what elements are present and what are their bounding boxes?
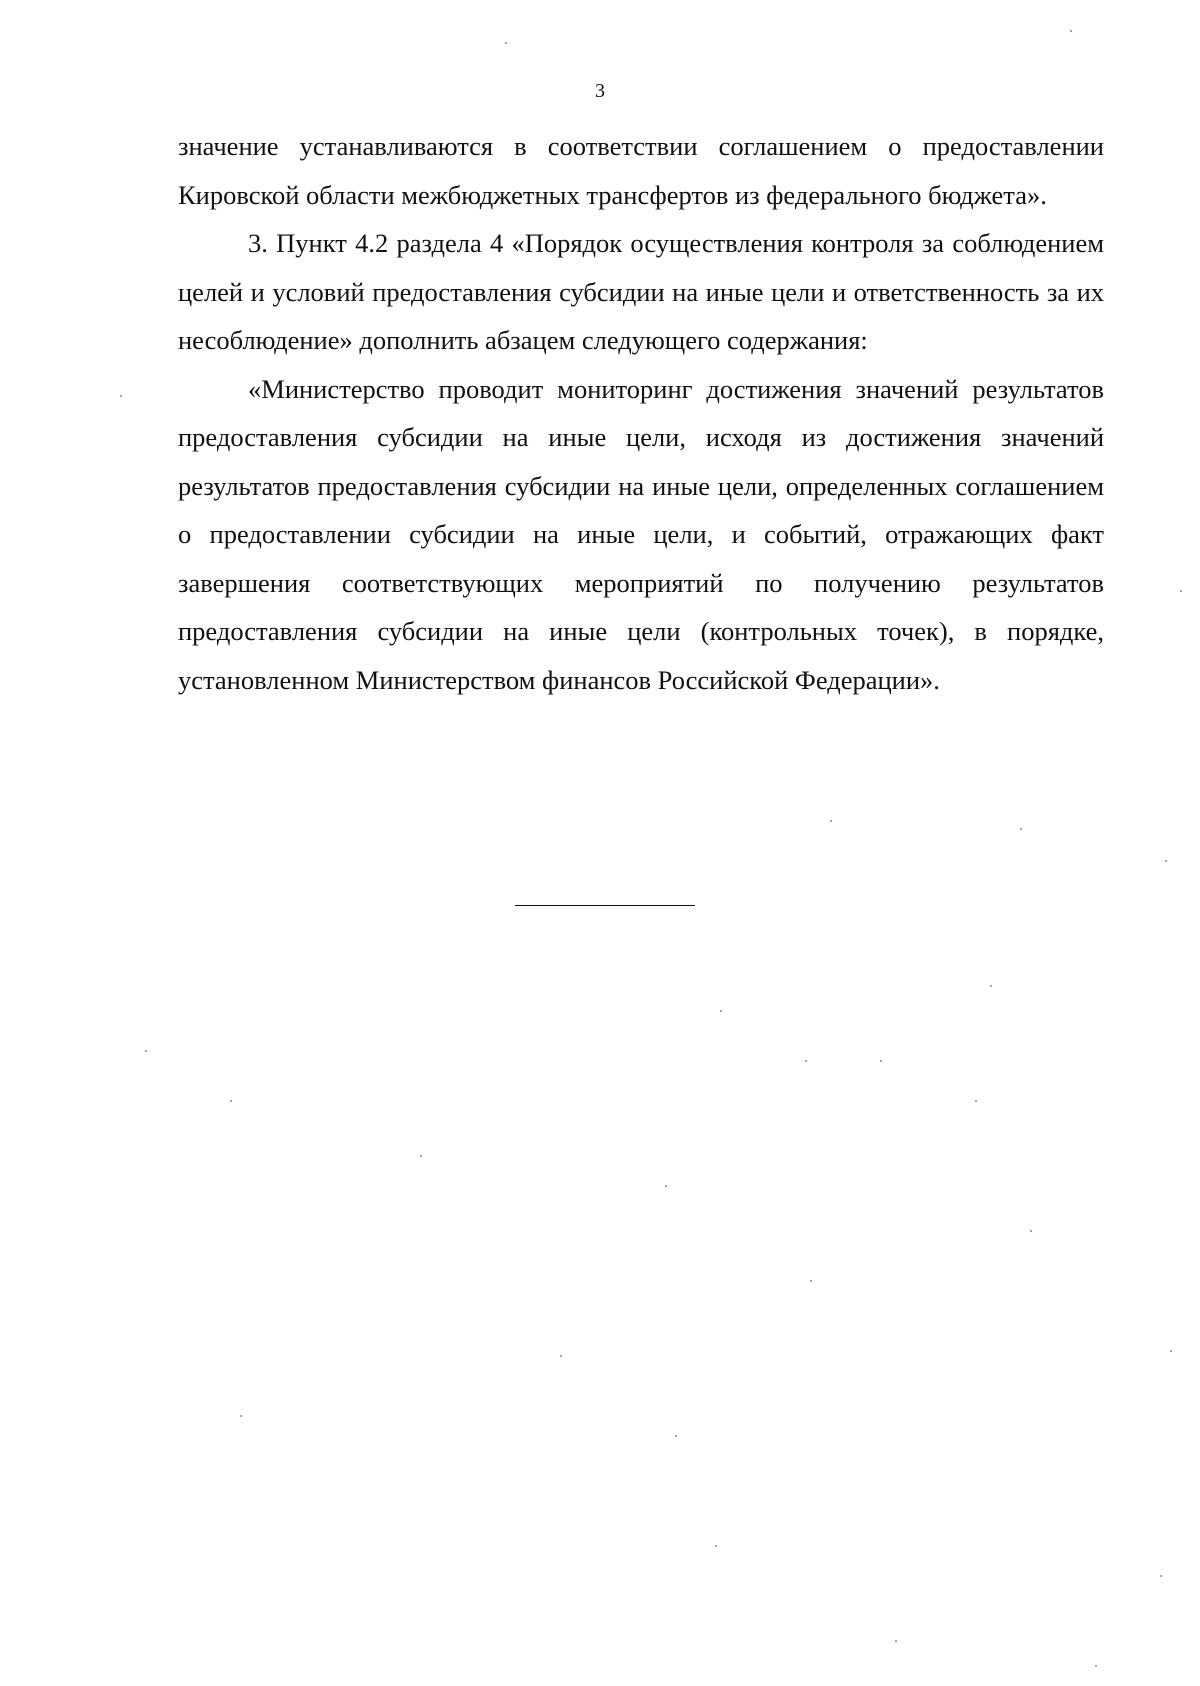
scan-speck xyxy=(895,1640,897,1642)
scan-speck xyxy=(1170,1350,1172,1352)
scan-speck xyxy=(810,1280,812,1282)
scan-speck xyxy=(1030,1230,1032,1232)
scan-speck xyxy=(1095,1665,1097,1667)
end-of-text-rule xyxy=(515,905,695,906)
paragraph-continuation: значение устанавливаются в соответствии соглашением о предоставлении Кировской области межбюджетных трансфертов из федерального бюджета». xyxy=(178,131,1104,210)
scan-speck xyxy=(975,1100,977,1102)
scan-speck xyxy=(1180,590,1182,592)
scan-speck xyxy=(1070,30,1072,32)
paragraph-item-3: 3. Пункт 4.2 раздела 4 «Порядок осуществления контроля за соблюдением целей и условий предоставления субсидии на иные цели и ответственность за их несоблюдение» дополнить абзацем следующего содержания: xyxy=(178,228,1104,355)
scan-speck xyxy=(1160,1575,1162,1577)
scan-speck xyxy=(240,1415,242,1417)
scan-speck xyxy=(560,1355,562,1357)
scan-speck xyxy=(675,1435,677,1437)
paragraph-quoted-insertion: «Министерство проводит мониторинг достижения значений результатов предоставления субсидии на иные цели, исходя из достижения значений результатов предоставления субсидии на иные цели, определенных соглашением о предоставлении субсидии на иные цели, и событий, отражающих факт завершения соответствующих мероприятий по получению результатов предоставления субсидии на иные цели (контрольных точек), в порядке, установленном Министерством финансов Российской Федерации». xyxy=(178,373,1104,695)
document-body xyxy=(178,122,1104,704)
scan-speck xyxy=(715,1545,717,1547)
scan-speck xyxy=(880,1060,882,1062)
scan-speck xyxy=(1165,860,1167,862)
scan-speck xyxy=(720,1010,722,1012)
scan-speck xyxy=(420,1155,422,1157)
scan-speck xyxy=(805,1060,807,1062)
scan-speck xyxy=(665,1185,667,1187)
scan-speck xyxy=(830,820,832,822)
scan-speck xyxy=(1020,828,1022,830)
page-number: 3 xyxy=(595,80,605,102)
scan-speck xyxy=(145,1050,147,1052)
scan-speck xyxy=(505,42,507,44)
scan-speck xyxy=(120,395,122,397)
scan-speck xyxy=(230,1100,232,1102)
scan-speck xyxy=(990,985,992,987)
